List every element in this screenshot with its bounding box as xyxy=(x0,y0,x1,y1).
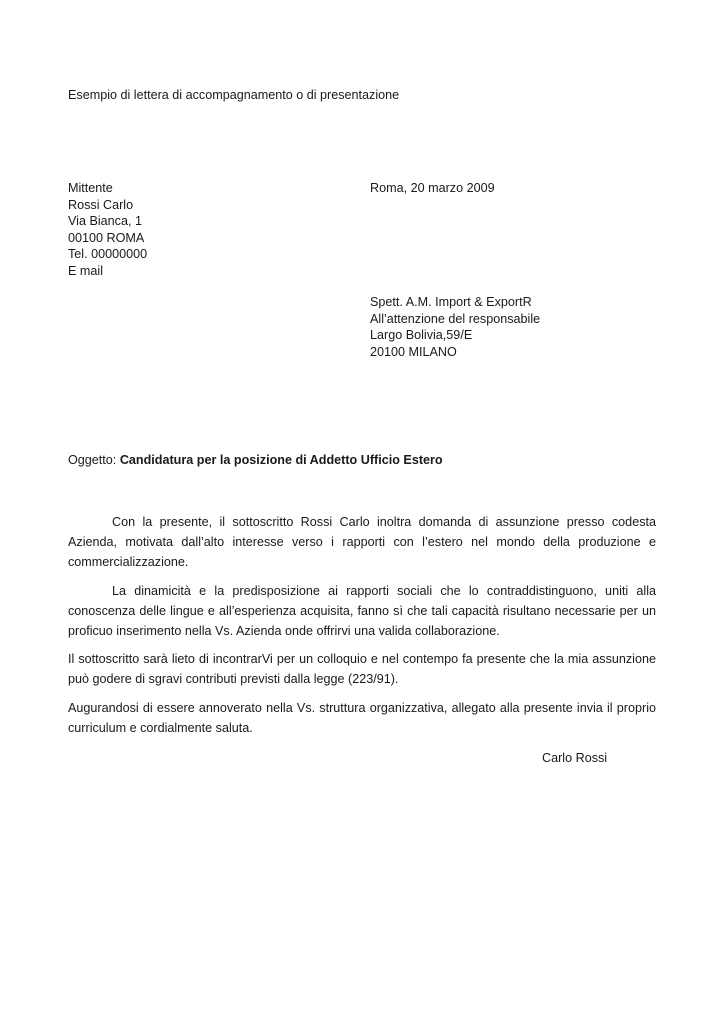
recipient-city: 20100 MILANO xyxy=(370,344,457,359)
sender-street: Via Bianca, 1 xyxy=(68,214,142,228)
document-heading: Esempio di lettera di accompagnamento o di presentazione xyxy=(68,88,400,102)
body-paragraph-4: Augurandosi di essere annoverato nella Vs. struttura organizzativa, allegato alla presente invia il proprio curriculum e cordialmente saluta. xyxy=(68,701,656,735)
recipient-company: Spett. A.M. Import & ExportR xyxy=(370,295,532,309)
body-paragraph-2: La dinamicità e la predisposizione ai rapporti sociali che lo contraddistinguono, uniti alla conoscenza delle lingue e all’esperienza acquisita, fanno sì che tali capacità risultano necessarie per un proficuo inserimento nella Vs. Azienda onde offrirvi una valida collaborazione. xyxy=(68,583,656,638)
sender-label: Mittente xyxy=(68,181,113,195)
sender-city: 00100 ROMA xyxy=(68,230,145,245)
letter-body xyxy=(68,512,656,747)
sender-phone: Tel. 00000000 xyxy=(68,247,148,261)
body-paragraph-1: Con la presente, il sottoscritto Rossi Carlo inoltra domanda di assunzione presso codesta Azienda, motivata dall’alto interesse verso i rapporti con l’estero nel mondo della produzione e commercializzazione. xyxy=(68,515,656,569)
subject-line xyxy=(68,452,443,469)
recipient-street: Largo Bolivia,59/E xyxy=(370,328,473,342)
body-paragraph-3: Il sottoscritto sarà lieto di incontrarVi per un colloquio e nel contempo fa presente che la mia assunzione può godere di sgravi contributi previsti dalla legge (223/91). xyxy=(68,652,656,686)
subject-label: Oggetto: xyxy=(68,453,117,467)
signature: Carlo Rossi xyxy=(542,751,608,765)
sender-email: E mail xyxy=(68,263,103,278)
letter-date: Roma, 20 marzo 2009 xyxy=(370,181,495,195)
sender-block xyxy=(68,180,147,279)
subject-text: Candidatura per la posizione di Addetto Ufficio Estero xyxy=(119,453,443,467)
sender-name: Rossi Carlo xyxy=(68,197,134,212)
recipient-block xyxy=(370,294,540,360)
recipient-attention: All’attenzione del responsabile xyxy=(370,311,541,326)
